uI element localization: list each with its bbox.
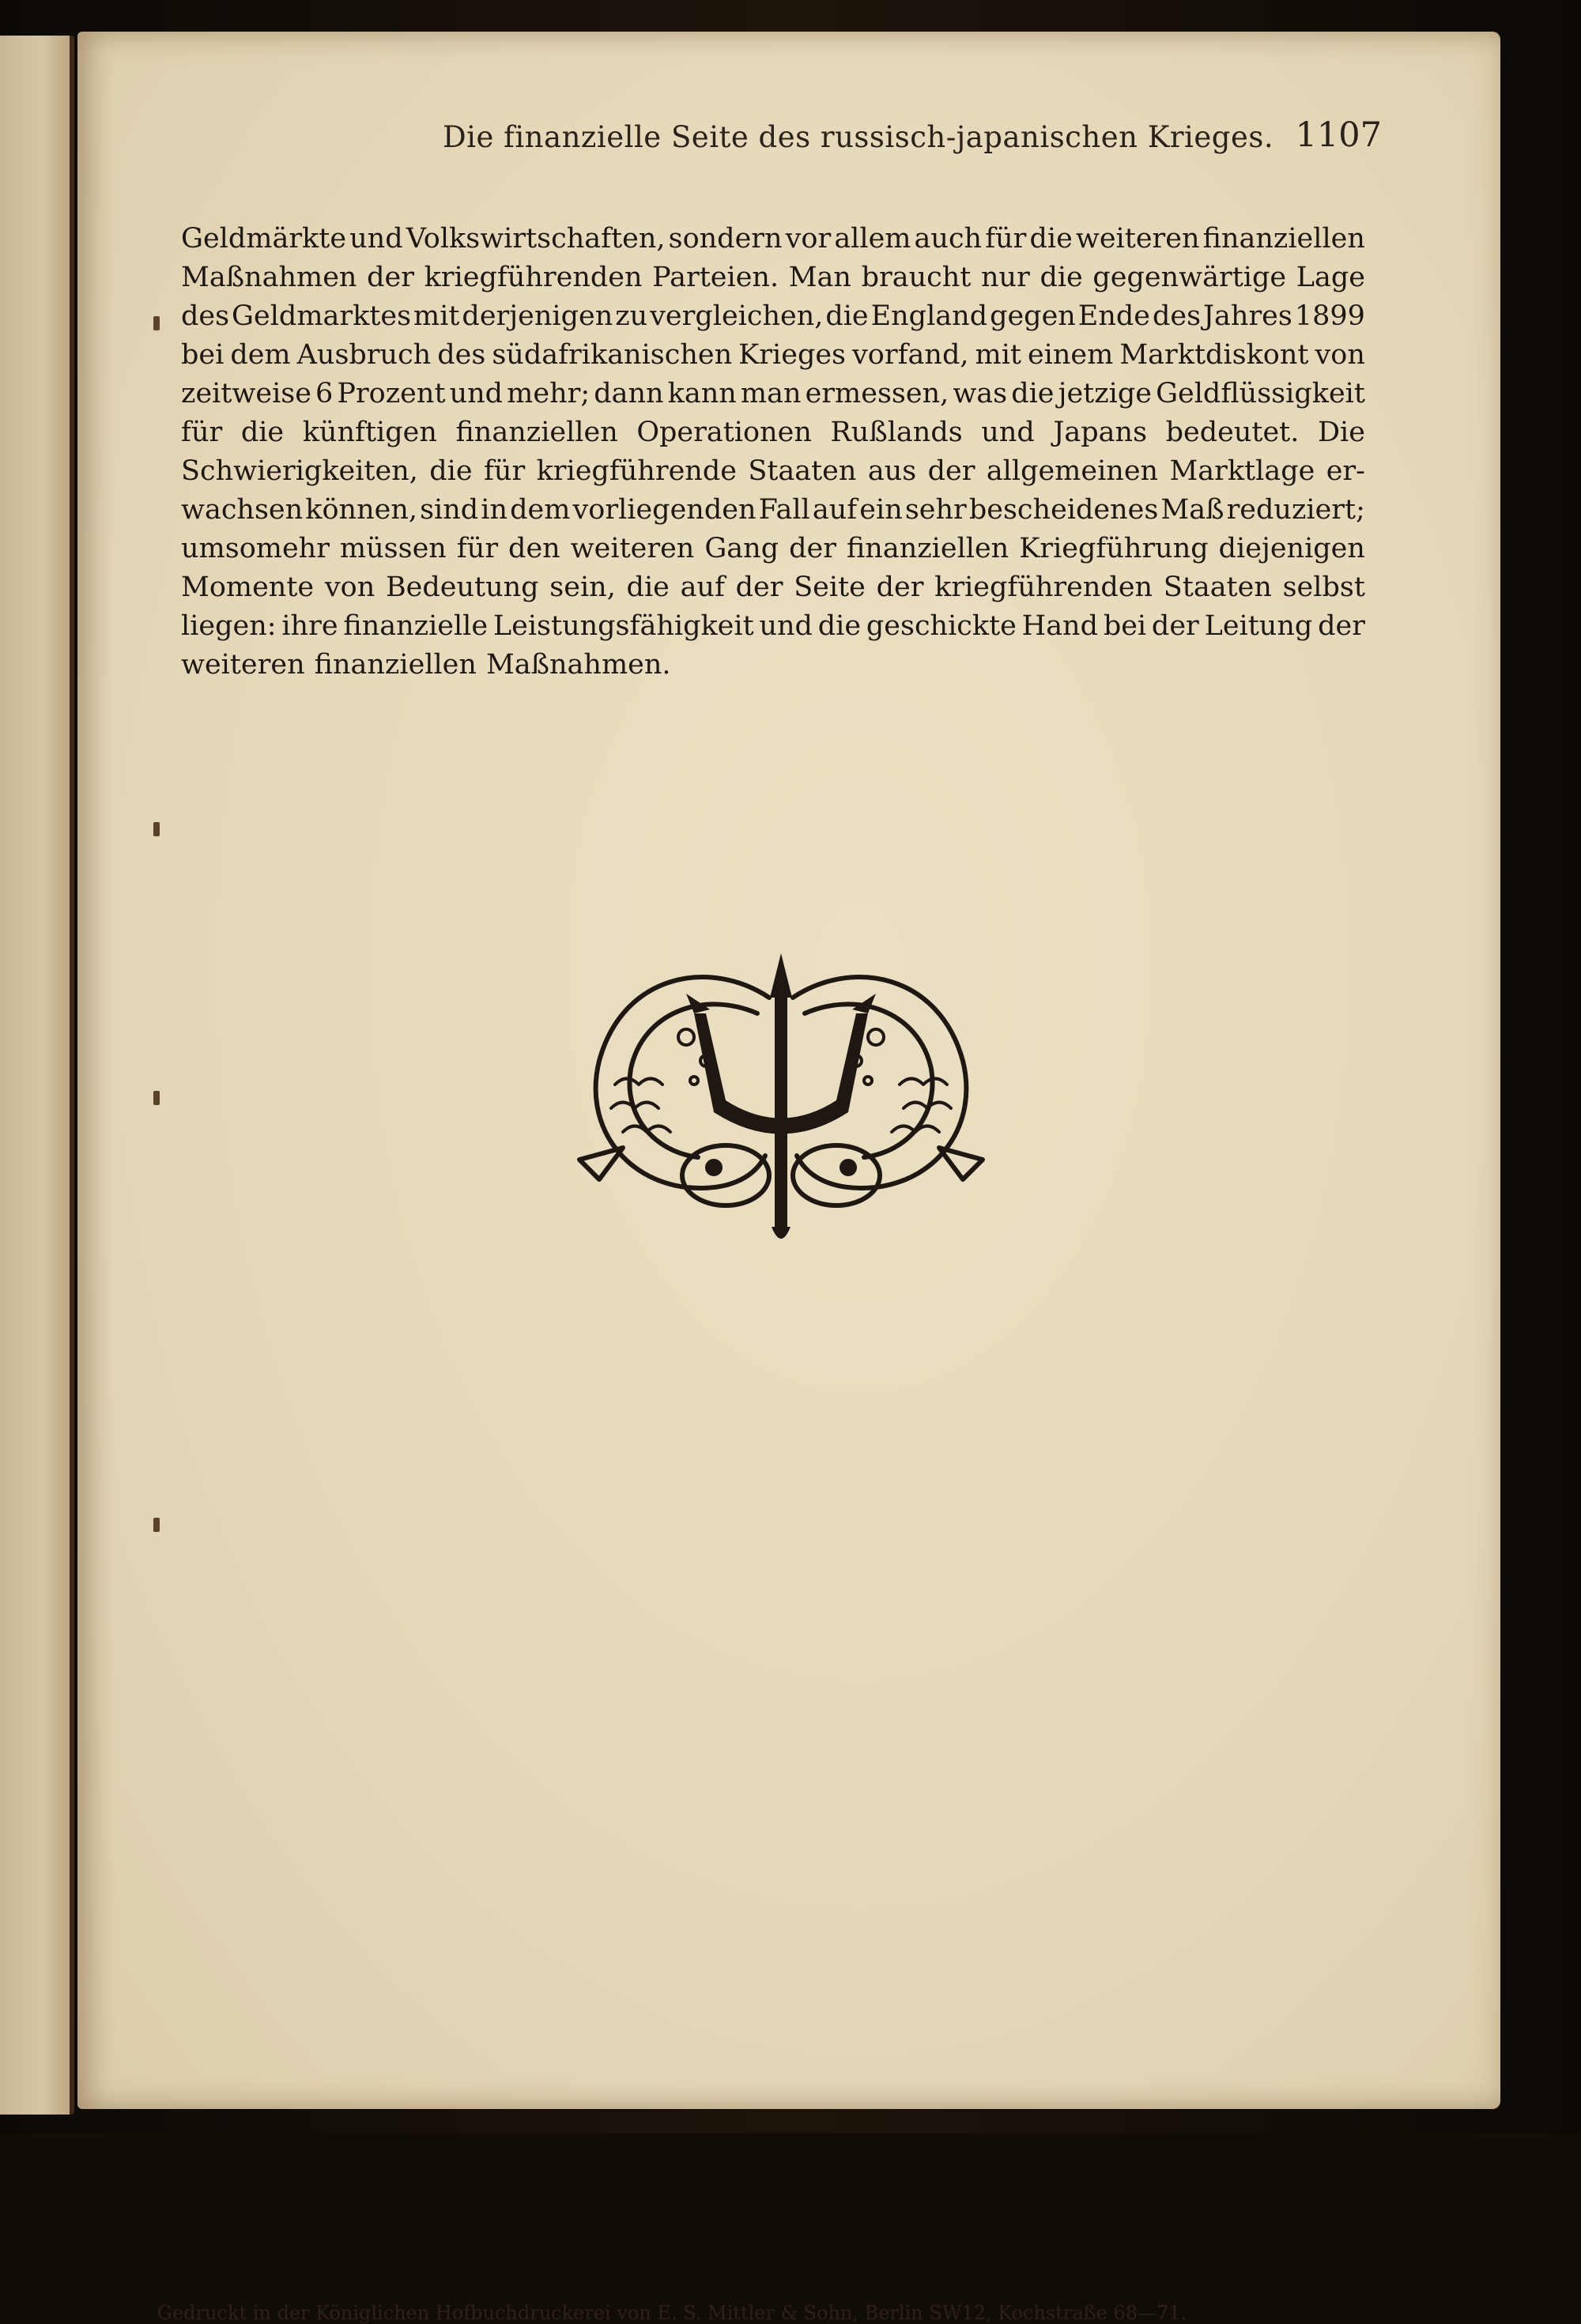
text-line: Momente von Bedeutung sein, die auf der Seite der kriegführenden Staaten selbst [181, 572, 1365, 603]
previous-page-edge [0, 36, 74, 2115]
binding-mark [153, 1518, 160, 1532]
text-line: Geldmärkte und Volkswirtschaften, sondern vor allem auch für die weiteren finanziellen [181, 223, 1365, 255]
binding-mark [153, 1091, 160, 1105]
text-line: weiteren finanziellen Maßnahmen. [181, 649, 671, 681]
running-head: Die finanzielle Seite des russisch-japanischen Krieges. [443, 120, 1274, 154]
text-line: Maßnahmen der kriegführenden Parteien. Man braucht nur die gegenwärtige Lage [181, 262, 1365, 293]
text-line: umsomehr müssen für den weiteren Gang der finanziellen Kriegführung diejenigen [181, 533, 1365, 564]
text-line: wachsen können, sind in dem vorliegenden Fall auf ein sehr bescheidenes Maß reduziert; [181, 494, 1365, 526]
page-number: 1107 [1295, 115, 1382, 155]
text-line: für die künftigen finanziellen Operationen Rußlands und Japans bedeutet. Die [181, 417, 1365, 448]
binding-mark [153, 316, 160, 330]
binding-mark [153, 822, 160, 836]
text-line: zeitweise 6 Prozent und mehr; dann kann man ermessen, was die jetzige Geldflüssigkeit [181, 378, 1365, 409]
book-page [77, 32, 1500, 2109]
text-line: des Geldmarktes mit derjenigen zu vergleichen, die England gegen Ende des Jahres 1899 [181, 300, 1365, 332]
text-line: Schwierigkeiten, die für kriegführende Staaten aus der allgemeinen Marktlage er- [181, 455, 1365, 487]
text-line: bei dem Ausbruch des südafrikanischen Krieges vorfand, mit einem Marktdiskont von [181, 339, 1365, 371]
body-paragraph [181, 220, 1365, 685]
trident-fish-vignette-icon [568, 950, 994, 1251]
printer-imprint: Gedruckt in der Königlichen Hofbuchdruckerei von E. S. Mittler & Sohn, Berlin SW12, Kochstraße 68—71. [157, 2302, 1187, 2324]
text-line: liegen: ihre finanzielle Leistungsfähigkeit und die geschickte Hand bei der Leitung der [181, 610, 1365, 642]
